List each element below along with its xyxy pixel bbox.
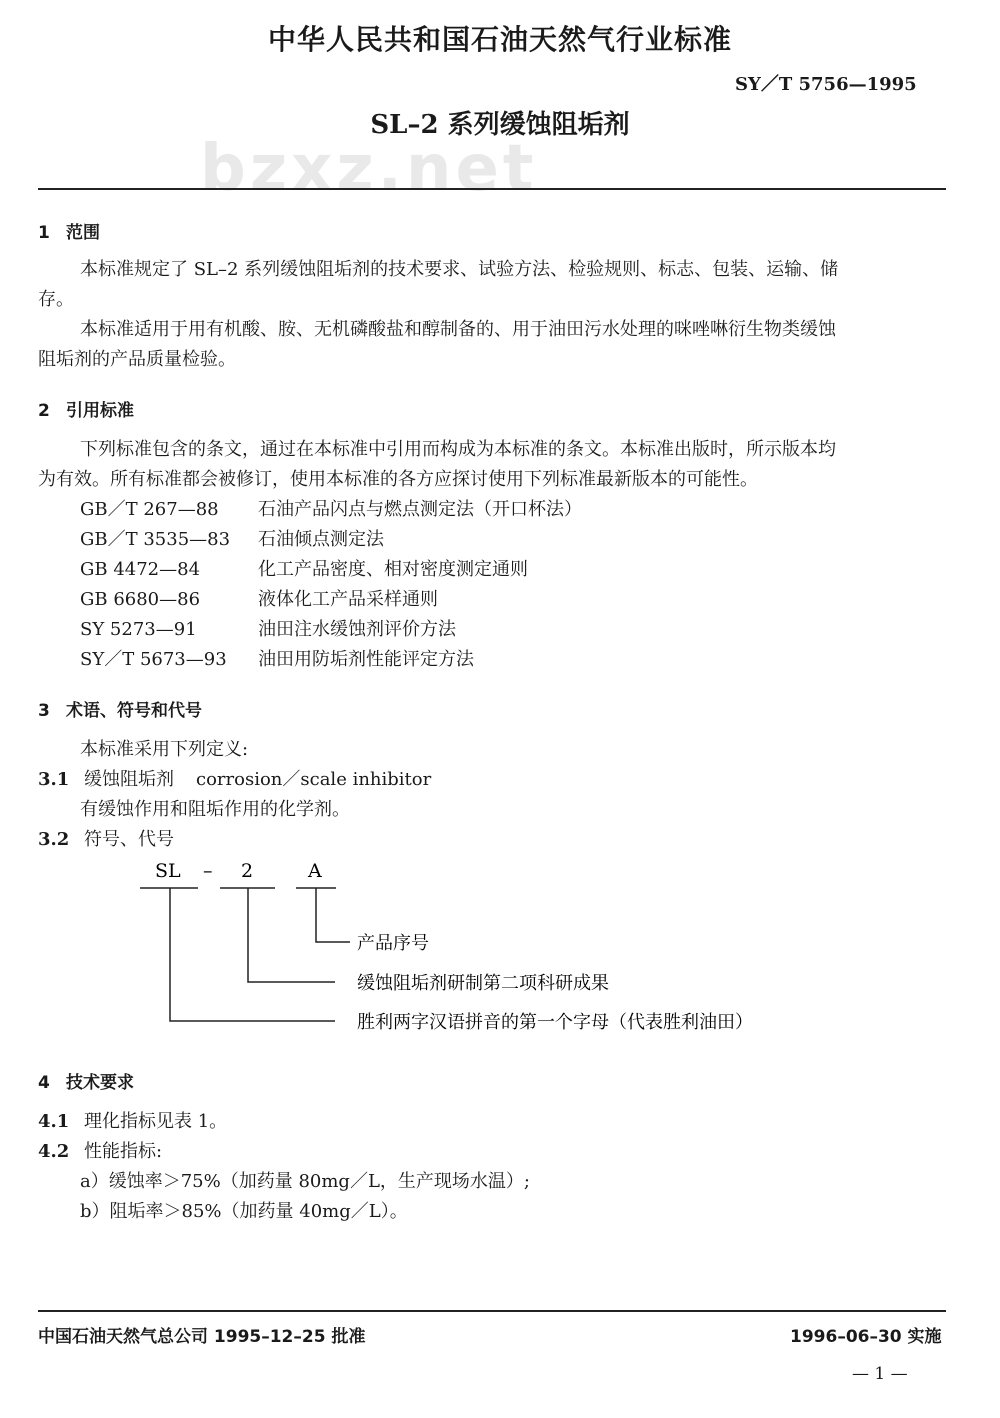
standard-code: SY／T 5756—1995 — [735, 74, 917, 95]
section-number: 2 — [38, 401, 50, 421]
reference-name: 石油产品闪点与燃点测定法（开口杯法） — [258, 499, 582, 520]
section-title: 术语、符号和代号 — [66, 701, 202, 721]
footer-divider — [38, 1310, 946, 1312]
section-1-paragraph-2-cont: 阻垢剂的产品质量检验。 — [38, 349, 236, 370]
reference-code: GB／T 3535—83 — [80, 529, 231, 550]
reference-item — [80, 586, 438, 615]
code-part-letter: A — [308, 860, 322, 882]
reference-code: GB 6680—86 — [80, 589, 201, 610]
section-number: 3 — [38, 701, 50, 721]
clause-text: 理化指标见表 1。 — [84, 1111, 228, 1132]
clause-3-1 — [38, 766, 431, 795]
document-title: SL–2 系列缓蚀阻垢剂 — [370, 110, 630, 140]
section-title: 范围 — [66, 223, 100, 243]
label-research-result: 缓蚀阻垢剂研制第二项科研成果 — [357, 973, 609, 994]
reference-code: GB／T 267—88 — [80, 499, 219, 520]
performance-item-a: a）缓蚀率＞75%（加药量 80mg／L，生产现场水温）; — [80, 1171, 530, 1192]
section-4-heading — [38, 1068, 134, 1093]
clause-text: 性能指标: — [84, 1141, 163, 1162]
reference-code: SY／T 5673—93 — [80, 649, 227, 670]
term: 缓蚀阻垢剂 — [84, 769, 174, 790]
clause-4-1 — [38, 1108, 227, 1137]
code-part-dash: – — [203, 860, 213, 882]
clause-number: 3.2 — [38, 829, 70, 850]
header-divider — [38, 188, 946, 190]
section-number: 4 — [38, 1073, 50, 1093]
reference-name: 化工产品密度、相对密度测定通则 — [258, 559, 528, 580]
reference-item — [80, 646, 474, 675]
reference-name: 液体化工产品采样通则 — [258, 589, 438, 610]
clause-4-2 — [38, 1138, 162, 1167]
performance-item-b: b）阻垢率＞85%（加药量 40mg／L）。 — [80, 1201, 408, 1222]
section-title: 引用标准 — [66, 401, 134, 421]
reference-name: 油田用防垢剂性能评定方法 — [258, 649, 474, 670]
section-1-paragraph-2: 本标准适用于用有机酸、胺、无机磷酸盐和醇制备的、用于油田污水处理的咪唑啉衍生物类缓蚀 — [80, 319, 836, 340]
reference-name: 石油倾点测定法 — [258, 529, 384, 550]
page-number: — 1 — — [852, 1364, 908, 1384]
section-number: 1 — [38, 223, 50, 243]
label-shengli-pinyin: 胜利两字汉语拼音的第一个字母（代表胜利油田） — [357, 1012, 753, 1033]
section-title: 技术要求 — [66, 1073, 134, 1093]
section-1-paragraph-1-cont: 存。 — [38, 289, 74, 310]
approval-line: 中国石油天然气总公司 1995–12–25 批准 — [38, 1327, 366, 1347]
section-2-paragraph: 下列标准包含的条文，通过在本标准中引用而构成为本标准的条文。本标准出版时，所示版本均 — [80, 439, 836, 460]
clause-number: 3.1 — [38, 769, 70, 790]
section-2-paragraph-cont: 为有效。所有标准都会被修订，使用本标准的各方应探讨使用下列标准最新版本的可能性。 — [38, 469, 758, 490]
reference-item — [80, 556, 528, 585]
reference-item — [80, 526, 384, 555]
clause-title: 符号、代号 — [84, 829, 174, 850]
watermark: bzxz.net — [200, 132, 538, 206]
section-1-paragraph-1: 本标准规定了 SL–2 系列缓蚀阻垢剂的技术要求、试验方法、检验规则、标志、包装、运输、储 — [80, 259, 839, 280]
section-3-heading — [38, 696, 202, 721]
code-structure-diagram — [0, 850, 1000, 1040]
section-1-heading — [38, 218, 100, 243]
reference-name: 油田注水缓蚀剂评价方法 — [258, 619, 456, 640]
reference-item — [80, 496, 582, 525]
reference-code: SY 5273—91 — [80, 619, 197, 640]
clause-number: 4.1 — [38, 1111, 70, 1132]
reference-item — [80, 616, 456, 645]
label-product-sequence: 产品序号 — [357, 933, 429, 954]
clause-number: 4.2 — [38, 1141, 70, 1162]
diagram-connectors — [140, 888, 350, 1021]
code-part-number: 2 — [241, 860, 254, 882]
effective-date: 1996–06–30 实施 — [790, 1327, 942, 1347]
standard-category-title: 中华人民共和国石油天然气行业标准 — [267, 23, 732, 56]
term-definition: 有缓蚀作用和阻垢作用的化学剂。 — [80, 799, 350, 820]
reference-code: GB 4472—84 — [80, 559, 201, 580]
code-part-prefix: SL — [155, 860, 181, 882]
term-english: corrosion／scale inhibitor — [196, 769, 432, 790]
section-2-heading — [38, 396, 134, 421]
section-3-intro: 本标准采用下列定义: — [80, 739, 249, 760]
